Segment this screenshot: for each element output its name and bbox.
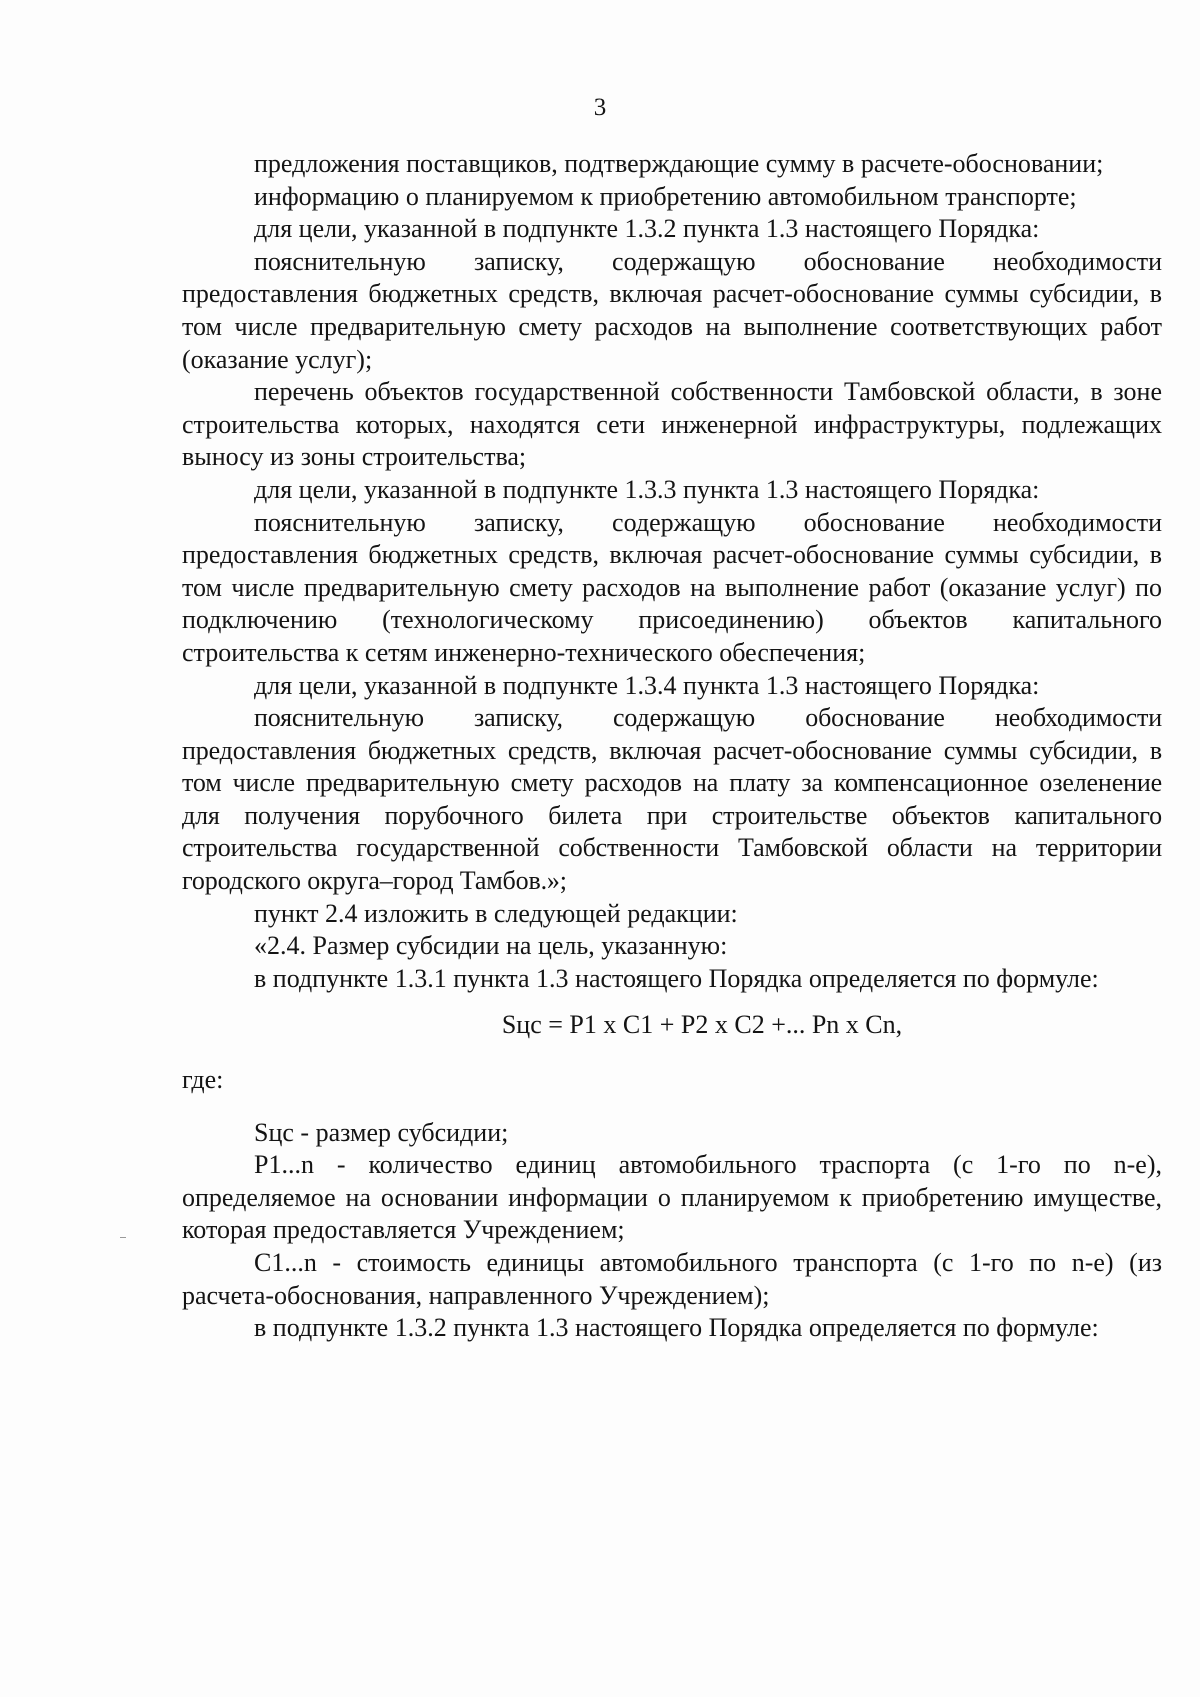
paragraph-purpose-1-3-3: для цели, указанной в подпункте 1.3.3 пункта 1.3 настоящего Порядка:: [254, 474, 1040, 504]
paragraph-explanatory-note-1: пояснительную записку, содержащую обоснование необходимости предоставления бюджетных средств, включая расчет-обоснование суммы субсидии, в том числе предварительную смету расходов на выполнение соответствующих работ (оказание услуг);: [182, 246, 1162, 374]
document-body: [182, 148, 1162, 1345]
paragraph-explanatory-note-3: пояснительную записку, содержащую обоснование необходимости предоставления бюджетных средств, включая расчет-обоснование суммы субсидии, в том числе предварительную смету расходов на плату за компенсационное озеленение для получения порубочного билета при строительстве объектов капитального строительства государственной собственности Тамбовской области на территории городского округа–город Тамбов.»;: [182, 703, 1162, 896]
definition-sum: Sцс - размер субсидии;: [254, 1117, 509, 1147]
paragraph-formula-intro-1-3-2: в подпункте 1.3.2 пункта 1.3 настоящего Порядка определяется по формуле:: [254, 1313, 1099, 1343]
subsidy-formula: Sцс = P1 x C1 + P2 x C2 +... Pn x Cn,: [501, 1010, 903, 1040]
definition-units: P1...n - количество единиц автомобильного траспорта (с 1-го по n-е), определяемое на основании информации о планируемом к приобретению имуществе, которая предоставляется Учреждением;: [182, 1150, 1162, 1245]
paragraph-transport-info: информацию о планируемом к приобретению автомобильном транспорте;: [254, 181, 1077, 211]
paragraph-purpose-1-3-2: для цели, указанной в подпункте 1.3.2 пункта 1.3 настоящего Порядка:: [254, 214, 1040, 244]
page-number: 3: [593, 94, 607, 121]
paragraph-subsidy-size: «2.4. Размер субсидии на цель, указанную:: [254, 931, 728, 961]
definition-cost: C1...n - стоимость единицы автомобильного транспорта (с 1-го по n-е) (из расчета-обоснования, направленного Учреждением);: [182, 1248, 1162, 1310]
where-label: где:: [182, 1065, 224, 1095]
paragraph-object-list: перечень объектов государственной собственности Тамбовской области, в зоне строительства которых, находятся сети инженерной инфраструктуры, подлежащих выносу из зоны строительства;: [182, 377, 1162, 472]
paragraph-purpose-1-3-4: для цели, указанной в подпункте 1.3.4 пункта 1.3 настоящего Порядка:: [254, 670, 1040, 700]
paragraph-formula-intro: в подпункте 1.3.1 пункта 1.3 настоящего Порядка определяется по формуле:: [254, 963, 1099, 993]
paragraph-supplier-offers: предложения поставщиков, подтверждающие сумму в расчете-обосновании;: [254, 149, 1104, 178]
scan-mark: [120, 1237, 126, 1238]
paragraph-clause-2-4: пункт 2.4 изложить в следующей редакции:: [254, 898, 738, 928]
paragraph-explanatory-note-2: пояснительную записку, содержащую обоснование необходимости предоставления бюджетных средств, включая расчет-обоснование суммы субсидии, в том числе предварительную смету расходов на выполнение работ (оказание услуг) по подключению (технологическому присоединению) объектов капитального строительства к сетям инженерно-технического обеспечения;: [182, 507, 1162, 667]
